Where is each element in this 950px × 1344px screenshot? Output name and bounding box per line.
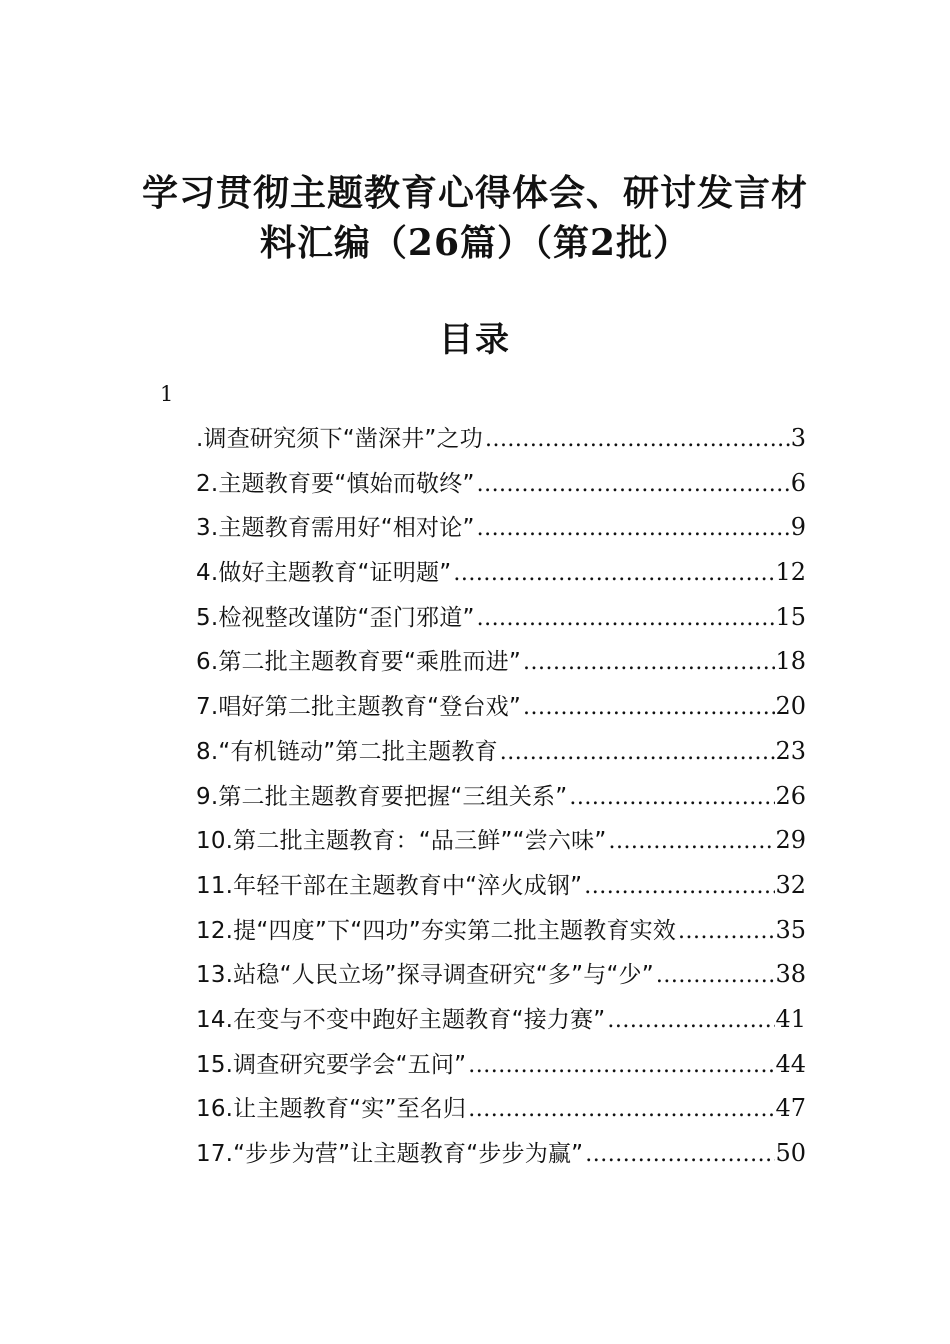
toc-entry-title: 17.“步步为营”让主题教育“步步为赢” — [196, 1141, 584, 1167]
toc-entry[interactable] — [196, 952, 806, 997]
toc-entry[interactable] — [196, 1086, 806, 1131]
toc-leader-dots — [583, 1133, 775, 1176]
toc-leader-dots — [475, 463, 791, 506]
table-of-contents — [196, 416, 806, 1176]
toc-entry[interactable] — [196, 550, 806, 595]
toc-entry[interactable] — [196, 774, 806, 819]
toc-leader-dots — [606, 820, 775, 863]
toc-entry-page: 41 — [775, 1004, 806, 1033]
stray-number: 1 — [160, 382, 174, 406]
toc-entry-title: 13.站稳“人民立场”探寻调查研究“多”与“少” — [196, 962, 654, 989]
toc-leader-dots — [475, 597, 776, 640]
toc-entry-title: 3.主题教育需用好“相对论” — [196, 515, 475, 542]
toc-entry[interactable] — [196, 461, 806, 506]
toc-entry[interactable] — [196, 997, 806, 1042]
toc-entry-title: 5.检视整改谨防“歪门邪道” — [196, 604, 475, 631]
toc-leader-dots — [605, 999, 775, 1042]
toc-entry-page: 32 — [775, 870, 806, 899]
toc-leader-dots — [466, 1044, 775, 1087]
toc-entry-page: 3 — [790, 424, 806, 452]
toc-entry-page: 6 — [790, 468, 806, 497]
toc-entry[interactable] — [196, 684, 806, 729]
toc-entry-title: 16.让主题教育“实”至名归 — [196, 1096, 467, 1123]
toc-leader-dots — [582, 865, 775, 908]
toc-entry[interactable] — [196, 863, 806, 908]
toc-entry-page: 9 — [790, 513, 806, 542]
toc-entry-page: 29 — [775, 826, 806, 855]
toc-entry-title: 4.做好主题教育“证明题” — [196, 560, 452, 587]
document-title-line-1: 学习贯彻主题教育心得体会、研讨发言材 — [141, 172, 808, 214]
toc-entry-title: 12.提“四度”下“四功”夯实第二批主题教育实效 — [196, 917, 677, 944]
toc-entry-page: 18 — [775, 647, 806, 676]
toc-entry-page: 38 — [775, 960, 806, 989]
toc-entry-title: 14.在变与不变中跑好主题教育“接力赛” — [196, 1006, 606, 1033]
toc-entry-page: 15 — [775, 602, 806, 631]
toc-entry-page: 44 — [775, 1049, 806, 1078]
toc-leader-dots — [498, 731, 776, 774]
toc-entry[interactable] — [196, 908, 806, 953]
toc-entry[interactable] — [196, 729, 806, 774]
toc-entry-page: 23 — [775, 736, 806, 765]
toc-leader-dots — [654, 954, 776, 997]
toc-entry-title: .调查研究须下“凿深井”之功 — [196, 426, 483, 452]
toc-entry[interactable] — [196, 639, 806, 684]
toc-entry-title: 9.第二批主题教育要把握“三组关系” — [196, 783, 568, 810]
toc-entry[interactable] — [196, 818, 806, 863]
toc-entry-page: 47 — [775, 1094, 806, 1123]
toc-entry-title: 7.唱好第二批主题教育“登台戏” — [196, 694, 521, 721]
toc-entry-title: 11.年轻干部在主题教育中“淬火成钢” — [196, 872, 583, 899]
toc-entry[interactable] — [196, 505, 806, 550]
toc-entry-title: 6.第二批主题教育要“乘胜而进” — [196, 649, 521, 676]
toc-leader-dots — [483, 418, 791, 461]
toc-entry[interactable] — [196, 416, 806, 461]
toc-leader-dots — [451, 552, 775, 595]
toc-entry-title: 8.“有机链动”第二批主题教育 — [196, 738, 498, 765]
toc-leader-dots — [475, 507, 791, 550]
toc-entry[interactable] — [196, 1131, 806, 1176]
toc-entry[interactable] — [196, 1042, 806, 1087]
toc-entry-page: 35 — [775, 915, 806, 944]
toc-leader-dots — [567, 776, 775, 819]
toc-leader-dots — [676, 910, 775, 953]
toc-entry-title: 2.主题教育要“慎始而敬终” — [196, 470, 475, 497]
toc-entry-title: 15.调查研究要学会“五问” — [196, 1051, 467, 1078]
toc-entry-page: 12 — [775, 558, 806, 587]
toc-leader-dots — [466, 1088, 775, 1131]
toc-entry-page: 20 — [775, 692, 806, 721]
toc-entry-page: 50 — [775, 1139, 806, 1167]
toc-heading: 目录 — [439, 320, 511, 360]
toc-entry-title: 10.第二批主题教育：“品三鲜”“尝六味” — [196, 828, 607, 855]
toc-leader-dots — [521, 641, 775, 684]
toc-entry[interactable] — [196, 595, 806, 640]
toc-leader-dots — [521, 686, 775, 729]
toc-entry-page: 26 — [775, 781, 806, 810]
document-title-line-2: 料汇编（26篇）（第2批） — [259, 222, 691, 264]
